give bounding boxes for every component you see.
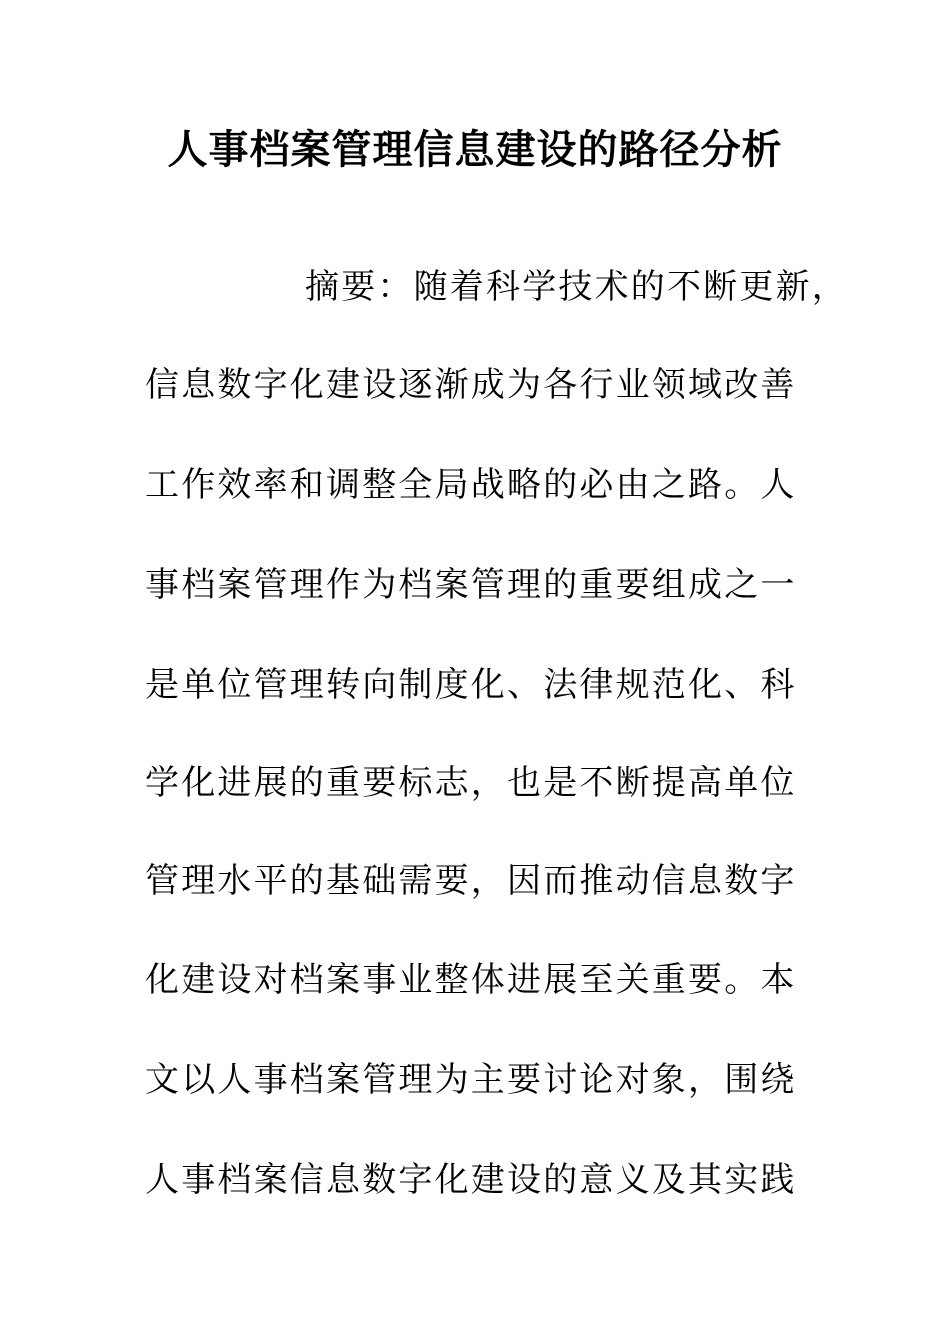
abstract-line: 人事档案信息数字化建设的意义及其实践 xyxy=(145,1160,797,1200)
abstract-line: 学化进展的重要标志，也是不断提高单位 xyxy=(145,763,797,803)
abstract-line: 摘要：随着科学技术的不断更新， xyxy=(305,267,848,307)
document-title: 人事档案管理信息建设的路径分析 xyxy=(167,127,783,173)
abstract-line: 工作效率和调整全局战略的必由之路。人 xyxy=(145,465,797,505)
abstract-line: 化建设对档案事业整体进展至关重要。本 xyxy=(145,960,797,1000)
abstract-line: 信息数字化建设逐渐成为各行业领域改善 xyxy=(145,365,797,405)
abstract-line: 文以人事档案管理为主要讨论对象，围绕 xyxy=(145,1060,797,1100)
abstract-line: 管理水平的基础需要，因而推动信息数字 xyxy=(145,861,797,901)
abstract-line: 是单位管理转向制度化、法律规范化、科 xyxy=(145,665,797,705)
abstract-line: 事档案管理作为档案管理的重要组成之一 xyxy=(145,565,797,605)
